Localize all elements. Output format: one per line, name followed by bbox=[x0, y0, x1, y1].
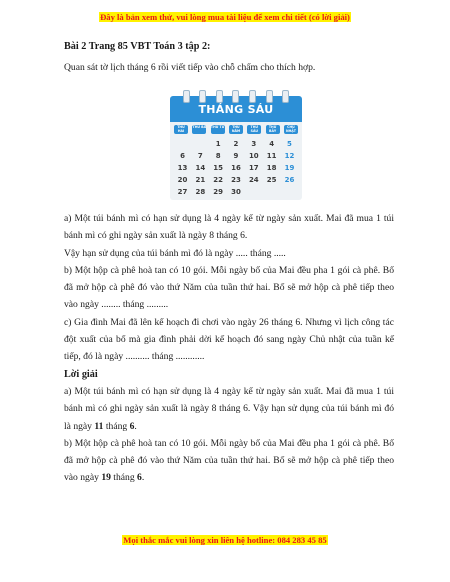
day-cell: 3 bbox=[251, 140, 257, 148]
day-cell: 28 bbox=[195, 188, 206, 196]
weekday-label: THỨ BA bbox=[192, 125, 206, 134]
day-cell: 22 bbox=[213, 176, 224, 184]
solution-b-day: 19 bbox=[101, 472, 111, 484]
day-cell: 10 bbox=[248, 152, 259, 160]
day-cell bbox=[174, 138, 191, 150]
day-cell: 20 bbox=[177, 176, 188, 184]
preview-banner bbox=[0, 12, 450, 22]
week-row bbox=[174, 174, 298, 186]
question-b: b) Một hộp cà phê hoà tan có 10 gói. Mỗi ngày bố của Mai đều pha 1 gói cà phê. Bố đã mở hộp cà phê đó vào thứ Năm của tuần thứ hai. Bố sẽ mở hộp cà phê tiếp theo vào ngày ........ tháng ......... bbox=[64, 264, 394, 311]
calendar-ring bbox=[266, 90, 273, 103]
solution-a-text: a) Một túi bánh mì có hạn sử dụng là 4 ngày kể từ ngày sản xuất. Mai đã mua 1 túi bánh mì có ghi ngày sản xuất là ngày 8 tháng 6. Vậy hạn sử dụng của túi bánh mì đó là ngày bbox=[64, 385, 394, 432]
solution-a-month: 6 bbox=[129, 420, 135, 432]
june-calendar bbox=[170, 90, 302, 200]
hotline-banner bbox=[0, 535, 450, 545]
week-row bbox=[174, 186, 298, 198]
question-a-blank: Vậy hạn sử dụng của túi bánh mì đó là ngày ..... tháng ..... bbox=[64, 247, 286, 259]
calendar-body bbox=[170, 122, 302, 200]
solution-b-end: . bbox=[141, 472, 145, 484]
day-cell: 19 bbox=[284, 164, 295, 172]
exercise-intro: Quan sát tờ lịch tháng 6 rồi viết tiếp vào chỗ chấm cho thích hợp. bbox=[64, 62, 316, 73]
solution-b-text: b) Một hộp cà phê hoà tan có 10 gói. Mỗi ngày bố của Mai đều pha 1 gói cà phê. Bố đã mở hộp cà phê đó vào thứ Năm của tuần thứ hai. Bố sẽ mở hộp cà phê tiếp theo vào ngày bbox=[64, 437, 394, 484]
day-cell: 12 bbox=[284, 152, 295, 160]
day-cell: 16 bbox=[231, 164, 241, 172]
calendar-ring bbox=[232, 90, 239, 103]
weekday-label: THỨ HAI bbox=[174, 125, 188, 134]
day-cell: 23 bbox=[231, 176, 241, 184]
calendar-ring bbox=[249, 90, 256, 103]
weekday-label: THỨ NĂM bbox=[229, 125, 243, 134]
hotline-banner-text: Mọi thắc mắc vui lòng xin liên hệ hotline: 084 283 45 85 bbox=[123, 535, 327, 545]
day-cell bbox=[281, 186, 298, 198]
week-row bbox=[174, 138, 298, 150]
week-row bbox=[174, 162, 298, 174]
solution-a-end: . bbox=[134, 420, 137, 432]
day-cell: 2 bbox=[233, 140, 239, 148]
day-cell: 9 bbox=[233, 152, 239, 160]
calendar-rings bbox=[170, 90, 302, 102]
day-cell: 30 bbox=[231, 188, 241, 196]
day-cell: 17 bbox=[248, 164, 259, 172]
day-cell bbox=[192, 138, 209, 150]
day-cell: 26 bbox=[284, 176, 295, 184]
solution-heading: Lời giải bbox=[64, 368, 98, 380]
weekday-row bbox=[174, 125, 298, 134]
day-cell: 25 bbox=[266, 176, 277, 184]
questions-block bbox=[64, 210, 394, 487]
day-cell: 29 bbox=[213, 188, 224, 196]
calendar-ring bbox=[216, 90, 223, 103]
day-cell: 7 bbox=[197, 152, 203, 160]
exercise-title: Bài 2 Trang 85 VBT Toán 3 tập 2: bbox=[64, 41, 211, 52]
weekday-label: THỨ TƯ bbox=[211, 125, 225, 134]
calendar-ring bbox=[199, 90, 206, 103]
calendar-ring bbox=[183, 90, 190, 103]
solution-a-day: 11 bbox=[94, 420, 104, 432]
question-a: a) Một túi bánh mì có hạn sử dụng là 4 ngày kể từ ngày sản xuất. Mai đã mua 1 túi bánh mì có ghi ngày sản xuất là ngày 8 tháng 6. bbox=[64, 213, 394, 242]
calendar-ring bbox=[282, 90, 289, 103]
day-cell: 15 bbox=[213, 164, 224, 172]
solution-b bbox=[64, 435, 394, 487]
weekday-label: CHỦ NHẬT bbox=[284, 125, 298, 134]
week-row bbox=[174, 150, 298, 162]
weekday-label: THỨ BẢY bbox=[266, 125, 280, 134]
day-cell: 6 bbox=[180, 152, 185, 160]
day-cell: 8 bbox=[215, 152, 221, 160]
day-cell: 4 bbox=[269, 140, 275, 148]
question-c: c) Gia đình Mai đã lên kế hoạch đi chơi vào ngày 26 tháng 6. Nhưng vì lịch công tác đột xuất của bố mà gia đình phải dời kế hoạch đó sang ngày Chủ nhật của tuần kế tiếp, đó là ngày .......... tháng ............ bbox=[64, 316, 394, 363]
day-cell: 27 bbox=[177, 188, 188, 196]
solution-b-month: 6 bbox=[137, 472, 142, 484]
day-cell: 1 bbox=[215, 140, 221, 148]
day-cell: 13 bbox=[177, 164, 188, 172]
day-cell: 18 bbox=[266, 164, 277, 172]
day-grid bbox=[174, 138, 298, 198]
weekday-label: THỨ SÁU bbox=[247, 125, 261, 134]
day-cell: 5 bbox=[287, 140, 292, 148]
day-cell: 11 bbox=[266, 152, 277, 160]
day-cell bbox=[263, 186, 280, 198]
day-cell bbox=[245, 186, 262, 198]
preview-banner-text: Đây là bản xem thử, vui lòng mua tài liệu để xem chi tiết (có lời giải) bbox=[100, 12, 350, 22]
day-cell: 21 bbox=[195, 176, 206, 184]
day-cell: 14 bbox=[195, 164, 206, 172]
calendar-month: THÁNG SÁU bbox=[170, 96, 302, 122]
solution-b-mid: tháng bbox=[110, 472, 138, 484]
solution-a bbox=[64, 383, 394, 435]
day-cell: 24 bbox=[248, 176, 259, 184]
solution-a-mid: tháng bbox=[103, 420, 130, 432]
